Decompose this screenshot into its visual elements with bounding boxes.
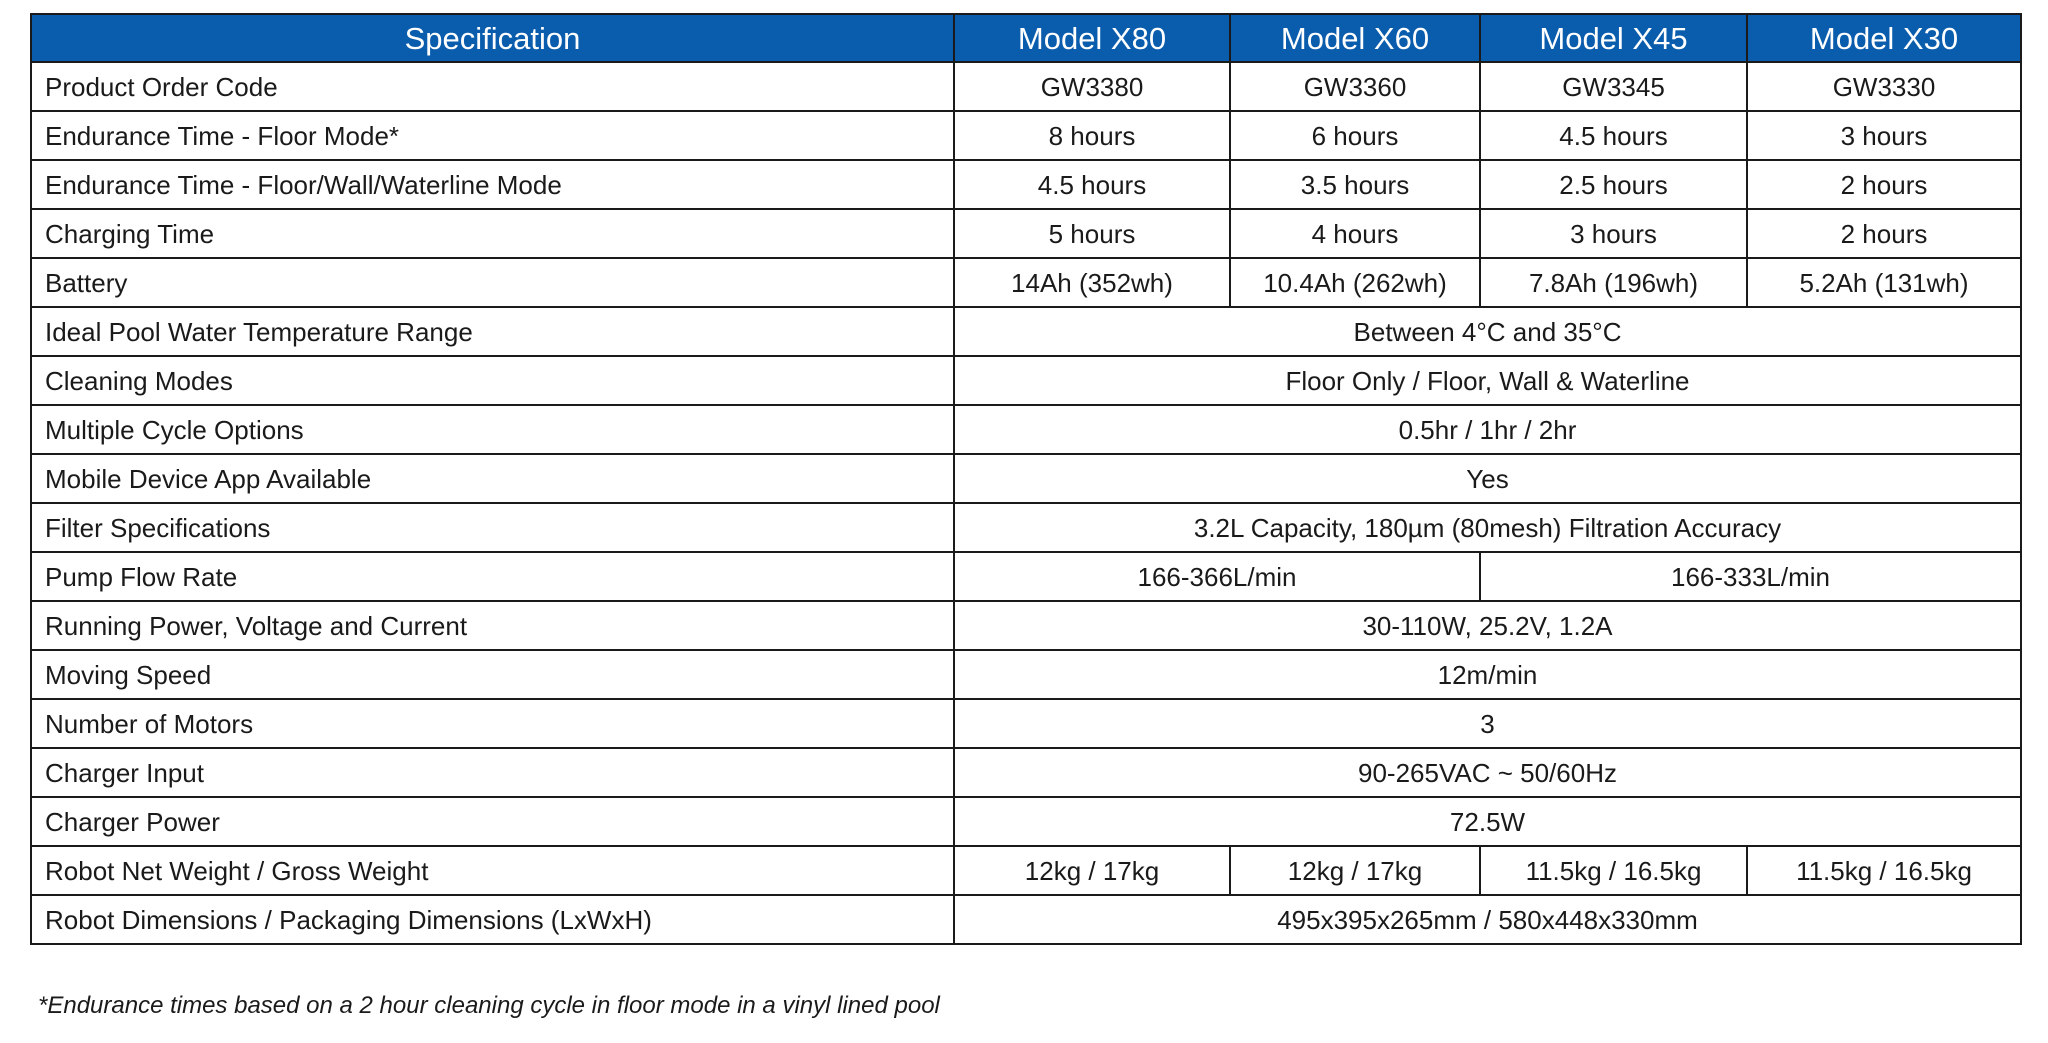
row-value: Between 4°C and 35°C (954, 307, 2021, 356)
table-row (31, 601, 2021, 650)
table-row (31, 111, 2021, 160)
row-value: 3.5 hours (1230, 160, 1480, 209)
row-label: Charging Time (31, 209, 954, 258)
row-label: Moving Speed (31, 650, 954, 699)
row-label: Cleaning Modes (31, 356, 954, 405)
row-value: 11.5kg / 16.5kg (1747, 846, 2021, 895)
row-value: 3 (954, 699, 2021, 748)
row-value: 495x395x265mm / 580x448x330mm (954, 895, 2021, 944)
header-specification: Specification (31, 14, 954, 62)
row-value: 14Ah (352wh) (954, 258, 1230, 307)
row-value: 12m/min (954, 650, 2021, 699)
row-value: 72.5W (954, 797, 2021, 846)
row-value: 90-265VAC ~ 50/60Hz (954, 748, 2021, 797)
table-row (31, 895, 2021, 944)
row-value: 2.5 hours (1480, 160, 1747, 209)
row-value: 0.5hr / 1hr / 2hr (954, 405, 2021, 454)
row-value: 5.2Ah (131wh) (1747, 258, 2021, 307)
row-value: 4.5 hours (954, 160, 1230, 209)
row-label: Mobile Device App Available (31, 454, 954, 503)
header-model-x45: Model X45 (1480, 14, 1747, 62)
header-model-x80: Model X80 (954, 14, 1230, 62)
table-row (31, 650, 2021, 699)
header-row (31, 14, 2021, 62)
row-label: Endurance Time - Floor Mode* (31, 111, 954, 160)
row-label: Robot Net Weight / Gross Weight (31, 846, 954, 895)
row-label: Ideal Pool Water Temperature Range (31, 307, 954, 356)
row-value: GW3345 (1480, 62, 1747, 111)
row-label: Product Order Code (31, 62, 954, 111)
table-row (31, 62, 2021, 111)
row-label: Robot Dimensions / Packaging Dimensions (LxWxH) (31, 895, 954, 944)
row-value: 166-333L/min (1480, 552, 2021, 601)
row-value: 10.4Ah (262wh) (1230, 258, 1480, 307)
table-row (31, 454, 2021, 503)
table-row (31, 307, 2021, 356)
spec-table (30, 13, 2022, 945)
row-value: Yes (954, 454, 2021, 503)
row-value: 12kg / 17kg (1230, 846, 1480, 895)
row-value: 2 hours (1747, 209, 2021, 258)
spec-table-body (31, 62, 2021, 944)
row-value: 7.8Ah (196wh) (1480, 258, 1747, 307)
row-value: GW3380 (954, 62, 1230, 111)
header-model-x60: Model X60 (1230, 14, 1480, 62)
table-row (31, 356, 2021, 405)
row-value: 166-366L/min (954, 552, 1480, 601)
row-label: Pump Flow Rate (31, 552, 954, 601)
row-value: 5 hours (954, 209, 1230, 258)
row-value: 4 hours (1230, 209, 1480, 258)
row-label: Filter Specifications (31, 503, 954, 552)
row-value: GW3330 (1747, 62, 2021, 111)
table-row (31, 748, 2021, 797)
row-value: 3.2L Capacity, 180µm (80mesh) Filtration Accuracy (954, 503, 2021, 552)
row-label: Charger Input (31, 748, 954, 797)
row-label: Multiple Cycle Options (31, 405, 954, 454)
table-row (31, 405, 2021, 454)
table-row (31, 552, 2021, 601)
row-value: 3 hours (1747, 111, 2021, 160)
row-label: Charger Power (31, 797, 954, 846)
table-row (31, 503, 2021, 552)
table-row (31, 846, 2021, 895)
table-row (31, 797, 2021, 846)
table-row (31, 699, 2021, 748)
row-value: 8 hours (954, 111, 1230, 160)
table-row (31, 258, 2021, 307)
row-label: Battery (31, 258, 954, 307)
footnote: *Endurance times based on a 2 hour cleaning cycle in floor mode in a vinyl lined pool (38, 992, 940, 1019)
row-value: 4.5 hours (1480, 111, 1747, 160)
row-label: Endurance Time - Floor/Wall/Waterline Mode (31, 160, 954, 209)
row-value: GW3360 (1230, 62, 1480, 111)
row-value: 12kg / 17kg (954, 846, 1230, 895)
row-value: Floor Only / Floor, Wall & Waterline (954, 356, 2021, 405)
row-value: 6 hours (1230, 111, 1480, 160)
table-row (31, 209, 2021, 258)
header-model-x30: Model X30 (1747, 14, 2021, 62)
table-row (31, 160, 2021, 209)
row-value: 30-110W, 25.2V, 1.2A (954, 601, 2021, 650)
row-value: 2 hours (1747, 160, 2021, 209)
row-value: 11.5kg / 16.5kg (1480, 846, 1747, 895)
row-label: Number of Motors (31, 699, 954, 748)
row-label: Running Power, Voltage and Current (31, 601, 954, 650)
spec-table-header (31, 14, 2021, 62)
row-value: 3 hours (1480, 209, 1747, 258)
